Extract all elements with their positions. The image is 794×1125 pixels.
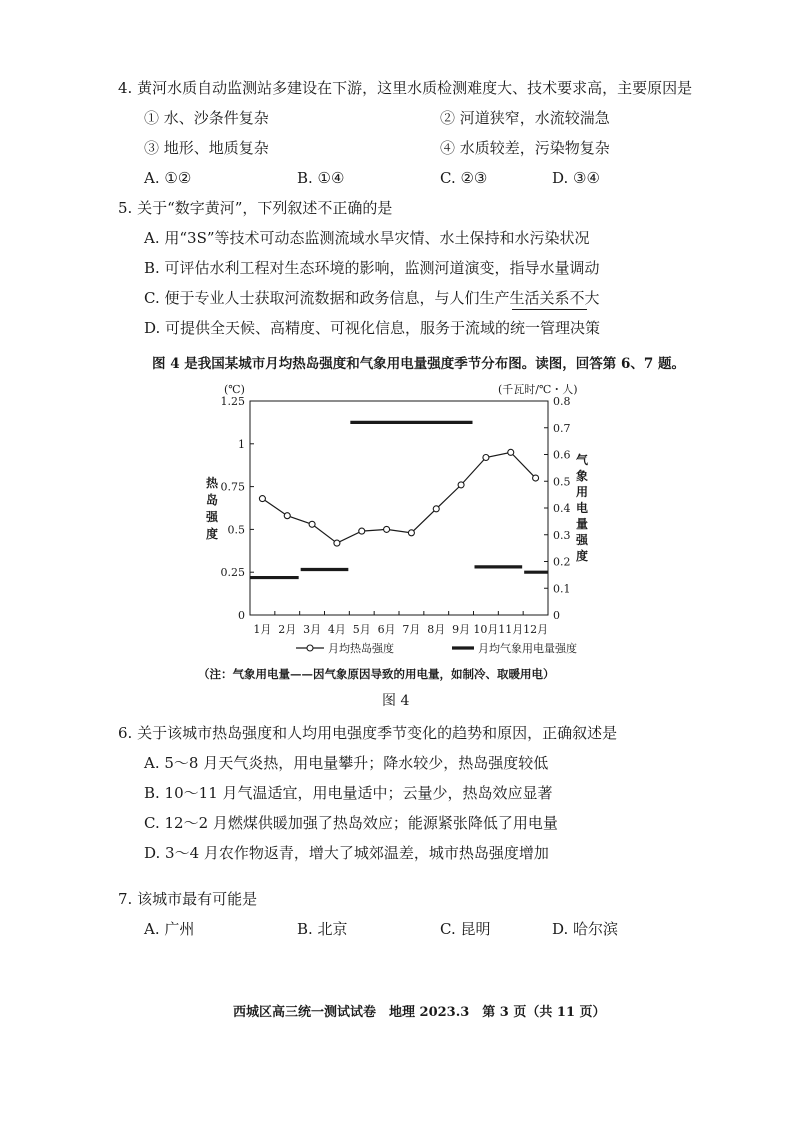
right-axis-unit: (千瓦时/℃・人): [498, 383, 578, 396]
x-tick-label: 11月: [498, 623, 524, 636]
left-tick-label: 0.75: [220, 480, 245, 494]
q7-choice-c: C. 昆明: [440, 920, 491, 938]
right-axis-label-char: 度: [575, 549, 589, 563]
q4-choice-b: B. ①④: [297, 169, 345, 187]
heat-island-point: [284, 513, 290, 519]
heat-island-point: [384, 526, 390, 532]
heat-island-point: [309, 521, 315, 527]
figure-intro: 图 4 是我国某城市月均热岛强度和气象用电量强度季节分布图。读图，回答第 6、7 题。: [152, 356, 685, 372]
right-tick-label: 0.1: [553, 582, 571, 596]
q5-option-a: A. 用“3S”等技术可动态监测流域水旱灾情、水土保持和水污染状况: [144, 229, 590, 247]
page-footer: 西城区高三统一测试试卷 地理 2023.3 第 3 页（共 11 页）: [233, 1005, 606, 1020]
left-tick-label: 0.5: [227, 523, 245, 537]
left-tick-label: 0.25: [220, 566, 245, 580]
x-tick-label: 3月: [303, 623, 322, 636]
legend-circle-swatch: [307, 645, 313, 651]
heat-island-line: [262, 452, 535, 543]
q6-stem: 6. 关于该城市热岛强度和人均用电强度季节变化的趋势和原因，正确叙述是: [118, 724, 618, 742]
right-axis-label-char: 气: [575, 453, 589, 467]
right-axis-label-char: 强: [575, 533, 589, 547]
left-axis-label-char: 强: [205, 510, 219, 524]
heat-island-point: [483, 454, 489, 460]
plot-frame: [250, 401, 548, 615]
q5-option-b: B. 可评估水利工程对生态环境的影响，监测河道演变，指导水量调动: [144, 259, 600, 277]
q7-choice-b: B. 北京: [297, 920, 348, 938]
q6-option-a: A. 5～8 月天气炎热，用电量攀升；降水较少，热岛强度较低: [144, 754, 549, 772]
heat-island-chart: [196, 378, 606, 678]
right-tick-label: 0.3: [553, 528, 571, 542]
q7-stem: 7. 该城市最有可能是: [118, 890, 258, 908]
right-axis-label-char: 量: [575, 517, 589, 531]
heat-island-point: [259, 496, 265, 502]
right-tick-label: 0.7: [553, 421, 571, 435]
right-tick-label: 0: [553, 609, 560, 622]
heat-island-point: [508, 449, 514, 455]
q4-choice-d: D. ③④: [552, 169, 600, 187]
left-tick-label: 1: [238, 437, 245, 451]
figure-caption: 图 4: [382, 693, 410, 709]
heat-island-point: [533, 475, 539, 481]
q4-choice-c: C. ②③: [440, 169, 488, 187]
left-axis-label-char: 热: [205, 476, 219, 490]
right-tick-label: 0.4: [553, 502, 571, 515]
left-tick-label: 1.25: [220, 395, 245, 408]
q7-choice-a: A. 广州: [144, 920, 195, 938]
x-tick-label: 5月: [352, 623, 371, 636]
heat-island-point: [334, 540, 340, 546]
heat-island-point: [359, 528, 365, 534]
right-axis-label-char: 电: [575, 501, 589, 515]
q6-option-d: D. 3～4 月农作物返青，增大了城郊温差，城市热岛强度增加: [144, 844, 549, 862]
x-tick-label: 9月: [452, 623, 471, 636]
x-tick-label: 2月: [278, 623, 297, 636]
q5-option-d: D. 可提供全天候、高精度、可视化信息，服务于流域的统一管理决策: [144, 319, 601, 337]
right-tick-label: 0.2: [553, 555, 571, 569]
chart-note: （注：气象用电量——因气象原因导致的用电量，如制冷、取暖用电）: [198, 667, 555, 681]
left-tick-label: 0: [238, 609, 245, 622]
q4-item-3: ③ 地形、地质复杂: [144, 139, 269, 157]
left-axis-unit: (℃): [224, 383, 245, 396]
heat-island-point: [408, 530, 414, 536]
q5-stem: 5. 关于“数字黄河”，下列叙述不正确的是: [118, 199, 393, 217]
right-tick-label: 0.8: [553, 395, 571, 408]
left-axis-label-char: 岛: [205, 493, 219, 507]
left-axis-label-char: 度: [205, 527, 219, 541]
right-tick-label: 0.6: [553, 448, 571, 462]
q5-option-c-underline: [512, 309, 587, 310]
x-tick-label: 1月: [253, 623, 272, 636]
q6-option-c: C. 12～2 月燃煤供暖加强了热岛效应；能源紧张降低了用电量: [144, 814, 558, 832]
x-tick-label: 6月: [377, 623, 396, 636]
legend-label-electricity: 月均气象用电量强度: [478, 642, 577, 655]
q4-item-2: ② 河道狭窄，水流较湍急: [440, 109, 610, 127]
q4-choice-a: A. ①②: [144, 169, 192, 187]
right-tick-label: 0.5: [553, 475, 571, 489]
x-tick-label: 7月: [402, 623, 421, 636]
q5-option-c: C. 便于专业人士获取河流数据和政务信息，与人们生产生活关系不大: [144, 289, 600, 307]
q4-item-1: ① 水、沙条件复杂: [144, 109, 269, 127]
q7-choice-d: D. 哈尔滨: [552, 920, 619, 938]
legend-label-heat-island: 月均热岛强度: [328, 642, 394, 655]
heat-island-point: [458, 482, 464, 488]
right-axis-label-char: 用: [575, 485, 589, 499]
right-axis-label-char: 象: [575, 469, 589, 483]
heat-island-point: [433, 506, 439, 512]
q4-stem: 4. 黄河水质自动监测站多建设在下游，这里水质检测难度大、技术要求高，主要原因是: [118, 79, 693, 97]
q4-item-4: ④ 水质较差，污染物复杂: [440, 139, 610, 157]
x-tick-label: 12月: [523, 623, 549, 636]
x-tick-label: 4月: [327, 623, 346, 636]
x-tick-label: 10月: [473, 623, 499, 636]
x-tick-label: 8月: [427, 623, 446, 636]
q6-option-b: B. 10～11 月气温适宜，用电量适中；云量少，热岛效应显著: [144, 784, 553, 802]
